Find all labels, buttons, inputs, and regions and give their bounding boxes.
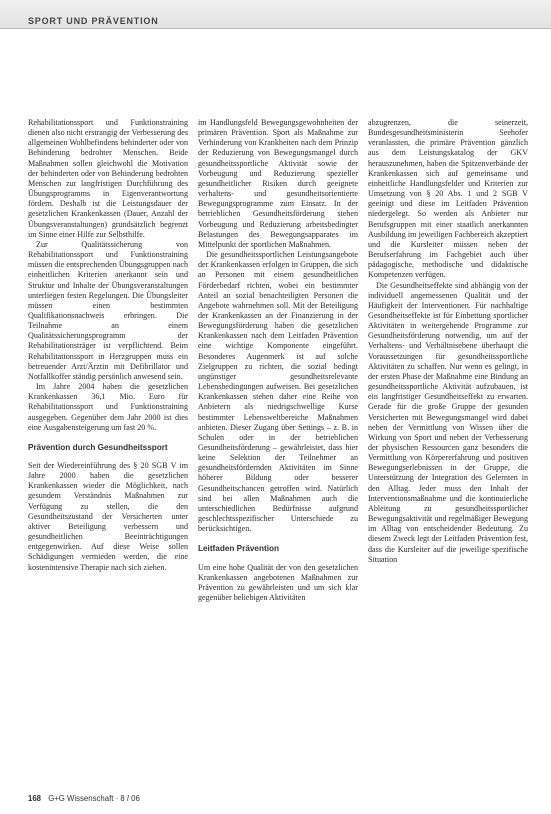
paragraph: Die gesundheitssportlichen Leistungsangebote der Krankenkassen erfolgen in Gruppen, die sich an Personen mit einem gesundheitlichen Förderbedarf richten, wobei ein bestimmter Anteil an sozial benachteiligten Personen die Angebote wahrnehmen soll. Mit der Beteiligung der Krankenkassen an der Finanzierung in der Bewegungsförderung haben die gesetzlichen Krankenkassen nach dem Leitfaden Prävention eine wichtige Komponente eingeführt. Besonderes Augenmerk ist auf solche Zielgruppen zu richten, die sozial bedingt ungünstiger gesundheitsrelevante Lebensbedingungen aufweisen. Bei gesetzlichen Krankenkassen stehen daher eine Reihe von Anbietern als niedrigschwellige Kurse bestimmter Lebensweltbereiche Maßnahmen anbieten. Dieser Zugang über Settings – z. B. in Schulen oder in der betrieblichen Gesundheitsförderung – gewährleistet, dass hier keine Selektion der Teilnehmer an gesundheitsfördernden Aktivitäten im Sinne höherer Bildung oder besserer Gesundheitschancen getroffen wird. Natürlich sind bei allen Maßnahmen auch die unterschiedlichen Bedürfnisse aufgrund geschlechtsspezifischer Unterschiede zu berücksichtigen. [198, 250, 358, 534]
paragraph: Die Gesundheitseffekte sind abhängig von der individuell angemessenen Qualität und der Häufigkeit der Interventionen. Für nachhaltige Gesundheitseffekte ist für Einbettung sportlicher Aktivitäten in weitergehende Programme zur Gesundheitsförderung notwendig, um auf der Verhaltens- und Verhältnisebene überhaupt die Voraussetzungen für gesundheitssportliche Aktivitäten zu schaffen. Nur wenn es gelingt, in der ersten Phase der Maßnahme eine Bindung an gesundheitssportliche Aktivität aufzubauen, ist ein langfristiger Gesundheitseffekt zu erwarten. Gerade für die große Gruppe der gesunden Versicherten mit Bewegungsmangel wird dabei neben der Vermittlung von Wissen über die Wirkung von Sport und neben der Verbesserung der physischen Ressourcen ganz besonders die Vermittlung von Körpererfahrung und positiven Bewegungserlebnissen in der Gruppe, die Unterstützung der Integration des Gelernten in den Alltag. Jeder muss den Inhalt der Interventionsmaßnahme und die kontinuierliche Ableitung zu gesundheitssportlicher Bewegungsaktivität und regelmäßiger Bewegung im Alltag von entscheidender Bedeutung. Zu diesem Zweck legt der Leitfaden Prävention fest, dass die Kursleiter auf die jeweilige spezifische Situation [368, 280, 528, 564]
paragraph: Im Jahre 2004 haben die gesetzlichen Krankenkassen 36,1 Mio. Euro für Rehabilitationssport und Funktionstraining ausgegeben. Gegenüber dem Jahr 2000 ist dies eine Ausgabensteigerung um fast 20 %. [28, 382, 188, 432]
paragraph: Seit der Wiedereinführung des § 20 SGB V im Jahre 2000 haben die gesetzlichen Krankenkassen wieder die Möglichkeit, nach gesundem Verständnis Maßnahmen zur Verfügung zu stellen, die den Gesundheitszustand der Versicherten unter aktiver Beteiligung verbessern und gesundheitlichen Beeinträchtigungen entgegenwirken. Auf diese Weise sollen Schädigungen vermieden werden, die eine kostenintensive Therapie nach sich ziehen. [28, 461, 188, 572]
section-label: SPORT UND PRÄVENTION [28, 16, 159, 26]
paragraph: im Handlungsfeld Bewegungsgewohnheiten der primären Prävention. Sport als Maßnahme zur Verhinderung von Krankheiten nach dem Prinzip der Reduzierung von Bewegungsmangel durch gesundheitssportliche Aktivität sowie der Vorbeugung und Reduzierung spezieller gesundheitlicher Risiken durch geeignete verhaltens- und gesundheitsorientierte Bewegungsprogramme zum Einsatz. In der betrieblichen Gesundheitsförderung stehen Vorbeugung und Reduzierung arbeitsbedingter Belastungen des Bewegungsapparates im Mittelpunkt der sportlichen Maßnahmen. [198, 118, 358, 249]
section-heading: Leitfaden Prävention [198, 544, 279, 554]
page-footer [28, 794, 140, 803]
page-number: 168 [28, 794, 42, 803]
journal-name: G+G Wissenschaft · 8 / 06 [48, 794, 140, 803]
paragraph: Rehabilitationssport und Funktionstraining dienen also nicht erstrangig der Verbesserung des allgemeinen Wohlbefindens behinderter oder von Behinderung bedrohter Menschen. Beide Maßnahmen sollen gleichwohl die Motivation der behinderten oder von Behinderung bedrohten Menschen zur langfristigen Durchführung des Übungsprogramms in Eigenverantwortung fördern. Deshalb ist die Leistungsdauer der gesetzlichen Krankenkassen (Dauer, Anzahl der Übungsveranstaltungen) grundsätzlich begrenzt im Sinne einer Hilfe zur Selbsthilfe. [28, 118, 188, 239]
section-heading: Prävention durch Gesundheitssport [28, 442, 168, 452]
paragraph: Zur Qualitätssicherung von Rehabilitationssport und Funktionstraining müssen die entsprechenden Übungsgruppen nach einheitlichen Kriterien anerkannt sein und Struktur und Inhalte der Übungsveranstaltungen unterliegen festen Regelungen. Die Übungsleiter müssen einen bestimmten Qualifikationsnachweis erbringen. Die Teilnahme an einem Qualitätssicherungsprogramm der Rehabilitationsträger ist verpflichtend. Beim Rehabilitationssport in Herzgruppen muss ein betreuender Arzt/Ärztin mit Defibrillator und Notfallkoffer ständig persönlich anwesend sein. [28, 239, 188, 381]
text-column-1 [28, 118, 188, 573]
text-column-3 [368, 118, 528, 565]
paragraph: Um eine hohe Qualität der von den gesetzlichen Krankenkassen angebotenen Maßnahmen zur Prävention zu gewährleisten und um sich klar gegenüber beliebigen Aktivitäten [198, 562, 358, 603]
text-column-2 [198, 118, 358, 603]
header-divider [0, 28, 551, 29]
paragraph: abzugrenzen, die seinerzeit, Bundesgesundheitsministerin Seehofer veranlassten, die primäre Prävention gänzlich aus dem Leistungskatalog der GKV herauszunehmen, haben die Spitzenverbände der Krankenkassen sich auf gemeinsame und einheitliche Handlungsfelder und Kriterien zur Umsetzung von § 20 Abs. 1 und 2 SGB V geeinigt und diese im Leitfaden Prävention niedergelegt. So werden als Anbieter nur Berufsgruppen mit einer staatlich anerkannten Ausbildung im jeweiligen Fachbereich akzeptiert und die Kursleiter müssen neben der Berufserfahrung im Fachgebiet auch über pädagogische, methodische und didaktische Kompetenzen verfügen. [368, 118, 528, 280]
